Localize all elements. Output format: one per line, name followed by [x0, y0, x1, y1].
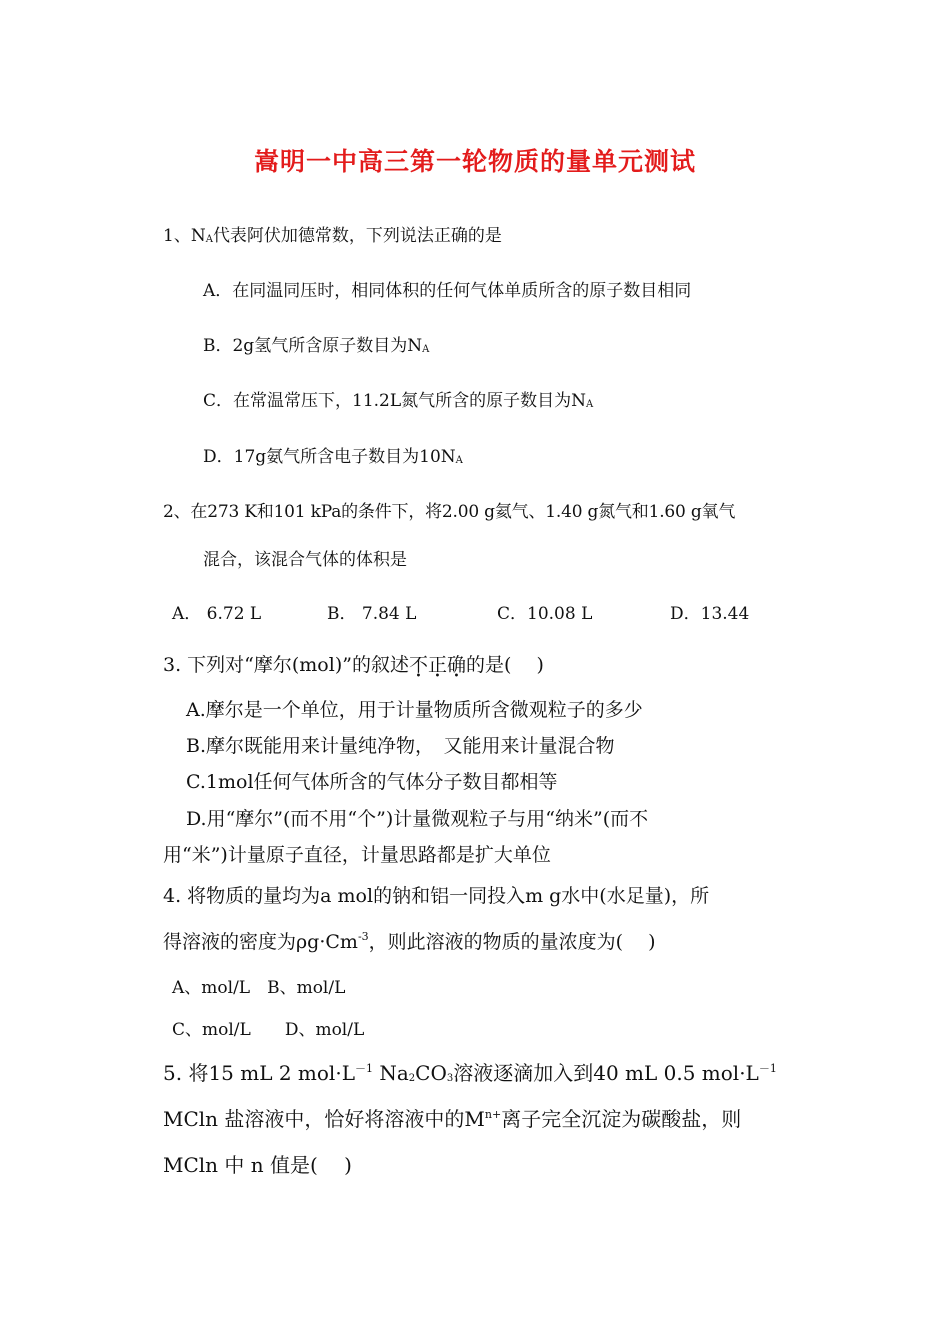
q1-stem	[163, 221, 502, 246]
q3-stem-post: 的是( )	[466, 654, 544, 676]
page-title: 嵩明一中高三第一轮物质的量单元测试	[253, 147, 696, 176]
q1-option-c-sub: A	[586, 399, 594, 410]
q2-option-a: A． 6.72 L	[172, 604, 262, 624]
q5-text: CO	[415, 1061, 447, 1085]
q2-option-b: B． 7.84 L	[327, 604, 417, 624]
q1-option-a: A．在同温同压时，相同体积的任何气体单质所含的原子数目相同	[203, 281, 692, 301]
q4-options-ab: A、mol/L B、mol/L	[172, 978, 346, 998]
q3-option-d-line1: D.用“摩尔”(而不用“个”)计量微观粒子与用“纳米”(而不	[186, 808, 649, 830]
q1-option-b	[203, 331, 429, 356]
q2-stem-line2: 混合，该混合气体的体积是	[203, 550, 407, 570]
q1-subscript: A	[205, 234, 213, 245]
q1-option-b-sub: A	[422, 344, 430, 355]
q3-option-c: C.1mol任何气体所含的气体分子数目都相等	[186, 771, 558, 793]
q5-subscript: 2	[408, 1073, 416, 1084]
q5-text: 离子完全沉淀为碳酸盐，则	[501, 1107, 742, 1131]
q5-stem-line2	[163, 1103, 741, 1132]
q3-option-d-line2: 用“米”)计量原子直径，计量思路都是扩大单位	[163, 844, 551, 866]
q5-text: 溶液逐滴加入到40 mL 0.5 mol·L	[453, 1061, 759, 1085]
q1-stem-post: 代表阿伏加德常数，下列说法正确的是	[212, 226, 502, 246]
q2-stem-line1: 2、在273 K和101 kPa的条件下，将2.00 g氦气、1.40 g氮气和1.60 g氧气	[163, 502, 736, 522]
q4-stem-line2-pre: 得溶液的密度为ρg·Cm	[163, 931, 358, 953]
q5-superscript: －1	[758, 1062, 777, 1075]
q1-option-d-text: D．17g氨气所含电子数目为10N	[203, 447, 456, 467]
q5-stem-line3: MCln 中 n 值是( )	[163, 1153, 352, 1177]
q3-option-b: B.摩尔既能用来计量纯净物， 又能用来计量混合物	[186, 735, 615, 757]
q5-stem-line1	[163, 1057, 777, 1086]
q1-stem-pre: 1、N	[163, 226, 206, 246]
q5-text: 5. 将15 mL 2 mol·L	[163, 1061, 355, 1085]
q4-stem-line2	[163, 927, 656, 954]
q4-options-cd: C、mol/L D、mol/L	[172, 1020, 365, 1040]
q2-option-d: D．13.44	[670, 604, 750, 624]
q5-superscript: －1	[354, 1062, 373, 1075]
q3-option-a: A.摩尔是一个单位，用于计量物质所含微观粒子的多少	[186, 699, 643, 721]
q4-stem-line2-post: ，则此溶液的物质的量浓度为( )	[368, 931, 656, 953]
q1-option-b-text: B．2g氢气所含原子数目为N	[203, 336, 423, 356]
q3-emphasis-char: 不	[408, 654, 428, 676]
q1-option-d-sub: A	[455, 455, 463, 466]
q3-emphasis-char: 正	[427, 654, 447, 676]
q3-emphasis-char: 确	[446, 654, 466, 676]
q1-option-d	[203, 442, 463, 467]
q4-superscript: -3	[357, 930, 369, 943]
q5-subscript: 3	[446, 1073, 454, 1084]
q5-superscript: n+	[484, 1108, 502, 1121]
q5-text: Na	[372, 1061, 409, 1085]
q1-option-c-text: C．在常温常压下，11.2L氮气所含的原子数目为N	[203, 391, 587, 411]
q3-stem	[163, 650, 544, 677]
q1-option-c	[203, 386, 593, 411]
q2-option-c: C．10.08 L	[497, 604, 593, 624]
q4-stem-line1: 4. 将物质的量均为a mol的钠和铝一同投入m g水中(水足量)，所	[163, 885, 710, 907]
q5-text: MCln 盐溶液中，恰好将溶液中的M	[163, 1107, 485, 1131]
q3-stem-pre: 3. 下列对“摩尔(mol)”的叙述	[163, 654, 409, 676]
